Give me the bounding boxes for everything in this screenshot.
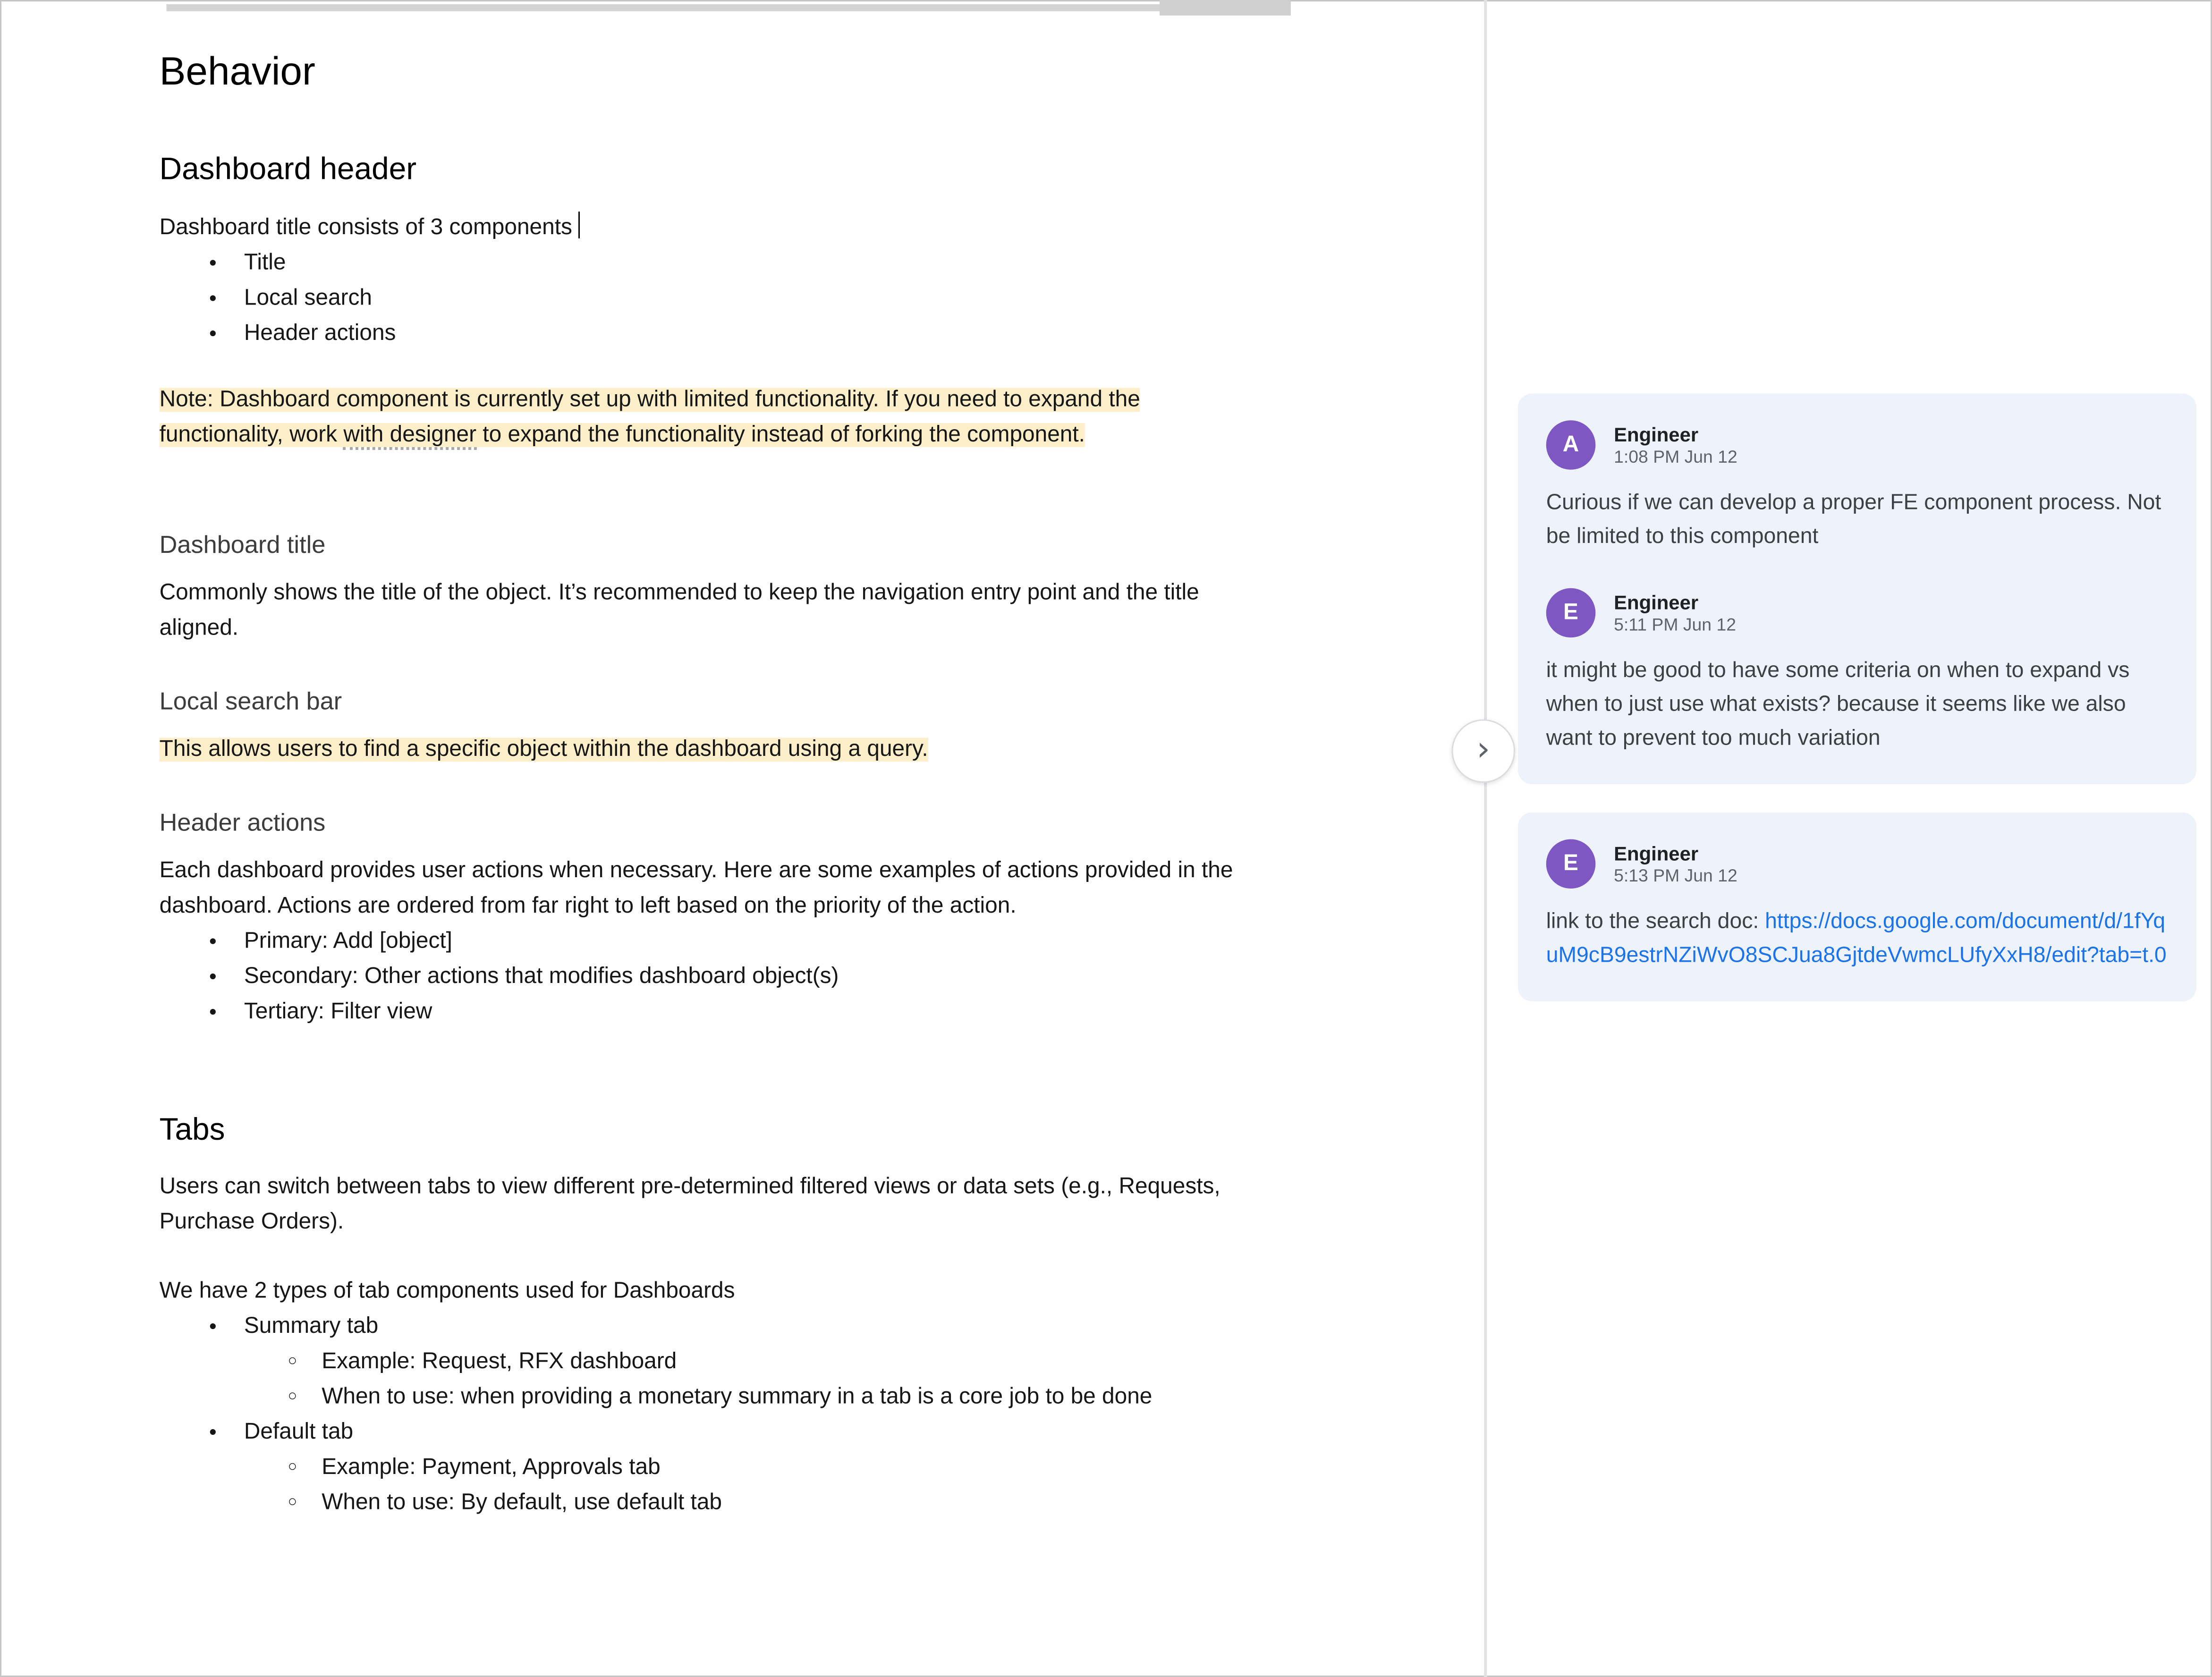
- paragraph-tabs-1: Users can switch between tabs to view different pre-determined filtered views or data sets (e.g., Requests, Purchase Orders).: [159, 1175, 1220, 1234]
- comment-author: Engineer: [1614, 423, 1699, 446]
- comment[interactable]: [1546, 839, 2169, 973]
- heading-local-search-bar: Local search bar: [159, 686, 342, 715]
- sub-bullet-item: ○ When to use: when providing a monetary summary in a tab is a core job to be done: [322, 1380, 1168, 1415]
- comment-thread-card[interactable]: [1518, 393, 2196, 784]
- comment-thread-card[interactable]: [1518, 813, 2196, 1001]
- paragraph-tabs-2: We have 2 types of tab components used for Dashboards: [159, 1279, 735, 1304]
- bullet-item: [244, 1414, 1257, 1520]
- comment-text: Curious if we can develop a proper FE component process. Not be limited to this component: [1546, 491, 2161, 549]
- paragraph-note: [160, 382, 1257, 453]
- comment-timestamp: 5:11 PM Jun 12: [1614, 615, 1737, 635]
- comment-header: [1546, 839, 2169, 889]
- avatar: E: [1546, 839, 1596, 889]
- summary-sub-list: [244, 1344, 1257, 1414]
- comment[interactable]: [1546, 420, 2169, 554]
- heading-header-actions: Header actions: [159, 808, 326, 837]
- heading-dashboard-title: Dashboard title: [159, 530, 326, 559]
- bullet-item: ● Tertiary: Filter view: [244, 994, 1257, 1030]
- bullet-item: ● Local search: [244, 280, 1257, 316]
- components-bullet-list: [160, 246, 1257, 351]
- comment-text: it might be good to have some criteria on when to expand vs when to just use what exists? because it seems like we also want to prevent too much variation: [1546, 659, 2130, 751]
- sidebar-divider: [1484, 0, 1486, 1677]
- paragraph-local-search: [160, 732, 1257, 767]
- paragraph-components-intro: [160, 210, 1257, 246]
- avatar: E: [1546, 588, 1596, 638]
- bullet-item: ● Secondary: Other actions that modifies dashboard object(s): [244, 959, 1257, 994]
- comment-meta: [1614, 591, 1736, 635]
- bullet-item: [244, 1309, 1257, 1414]
- sub-bullet-item: ○ When to use: By default, use default tab: [322, 1485, 1168, 1521]
- paragraph-dashboard-title: Commonly shows the title of the object. It’s recommended to keep the navigation entry point and the title aligned.: [159, 581, 1199, 641]
- sub-bullet-item: ○ Example: Payment, Approvals tab: [322, 1450, 1168, 1485]
- comment-meta: [1614, 423, 1737, 467]
- comment-author: Engineer: [1614, 842, 1699, 865]
- heading-dashboard-header: Dashboard header: [159, 151, 417, 186]
- comment-text: [1546, 906, 2169, 973]
- comment-meta: [1614, 842, 1737, 886]
- doc-title: Behavior: [159, 49, 315, 93]
- default-sub-list: [244, 1450, 1257, 1520]
- collapse-comments-button[interactable]: [1452, 720, 1515, 783]
- components-intro-text: Dashboard title consists of 3 components: [159, 216, 572, 240]
- avatar: A: [1546, 420, 1596, 470]
- document-page[interactable]: [160, 0, 1257, 1520]
- highlighted-note: [160, 388, 1140, 447]
- doc-link[interactable]: https://docs.google.com/document/d/1fYquM9cB9estrNZiWvO8SCJua8GjtdeVwmcLUfyXxH8/edit?tab=t.0: [1546, 909, 2167, 968]
- comment-text-prefix: link to the search doc:: [1546, 909, 1765, 934]
- tabs-bullet-list: [160, 1309, 1257, 1520]
- spellcheck-underline-text: with designer: [343, 423, 476, 450]
- bullet-item: ● Primary: Add [object]: [244, 924, 1257, 959]
- comment-header: [1546, 420, 2169, 470]
- heading-tabs: Tabs: [159, 1111, 225, 1147]
- actions-bullet-list: [160, 924, 1257, 1030]
- paragraph-header-actions: Each dashboard provides user actions when necessary. Here are some examples of actions provided in the dashboard. Actions are ordered from far right to left based on the priority of the action.: [159, 859, 1233, 918]
- comment[interactable]: [1546, 588, 2169, 756]
- comment-timestamp: 5:13 PM Jun 12: [1614, 866, 1737, 886]
- chevron-right-icon: ›: [1476, 729, 1491, 769]
- summary-tab-label: Summary tab: [244, 1314, 379, 1339]
- comment-timestamp: 1:08 PM Jun 12: [1614, 447, 1737, 467]
- comment-header: [1546, 588, 2169, 638]
- comments-sidebar: [1518, 393, 2196, 1029]
- text-caret: [578, 212, 580, 238]
- bullet-item: ● Header actions: [244, 316, 1257, 351]
- sub-bullet-item: ○ Example: Request, RFX dashboard: [322, 1344, 1168, 1380]
- note-part1: Note: Dashboard component is currently set up with limited functionality. If you need to expand the functionality, work: [159, 388, 1140, 447]
- comment-author: Engineer: [1614, 591, 1699, 614]
- default-tab-label: Default tab: [244, 1420, 354, 1445]
- bullet-item: ● Title: [244, 246, 1257, 281]
- note-part2: to expand the functionality instead of forking the component.: [476, 423, 1085, 447]
- highlighted-local-search-text: This allows users to find a specific object within the dashboard using a query.: [159, 737, 928, 762]
